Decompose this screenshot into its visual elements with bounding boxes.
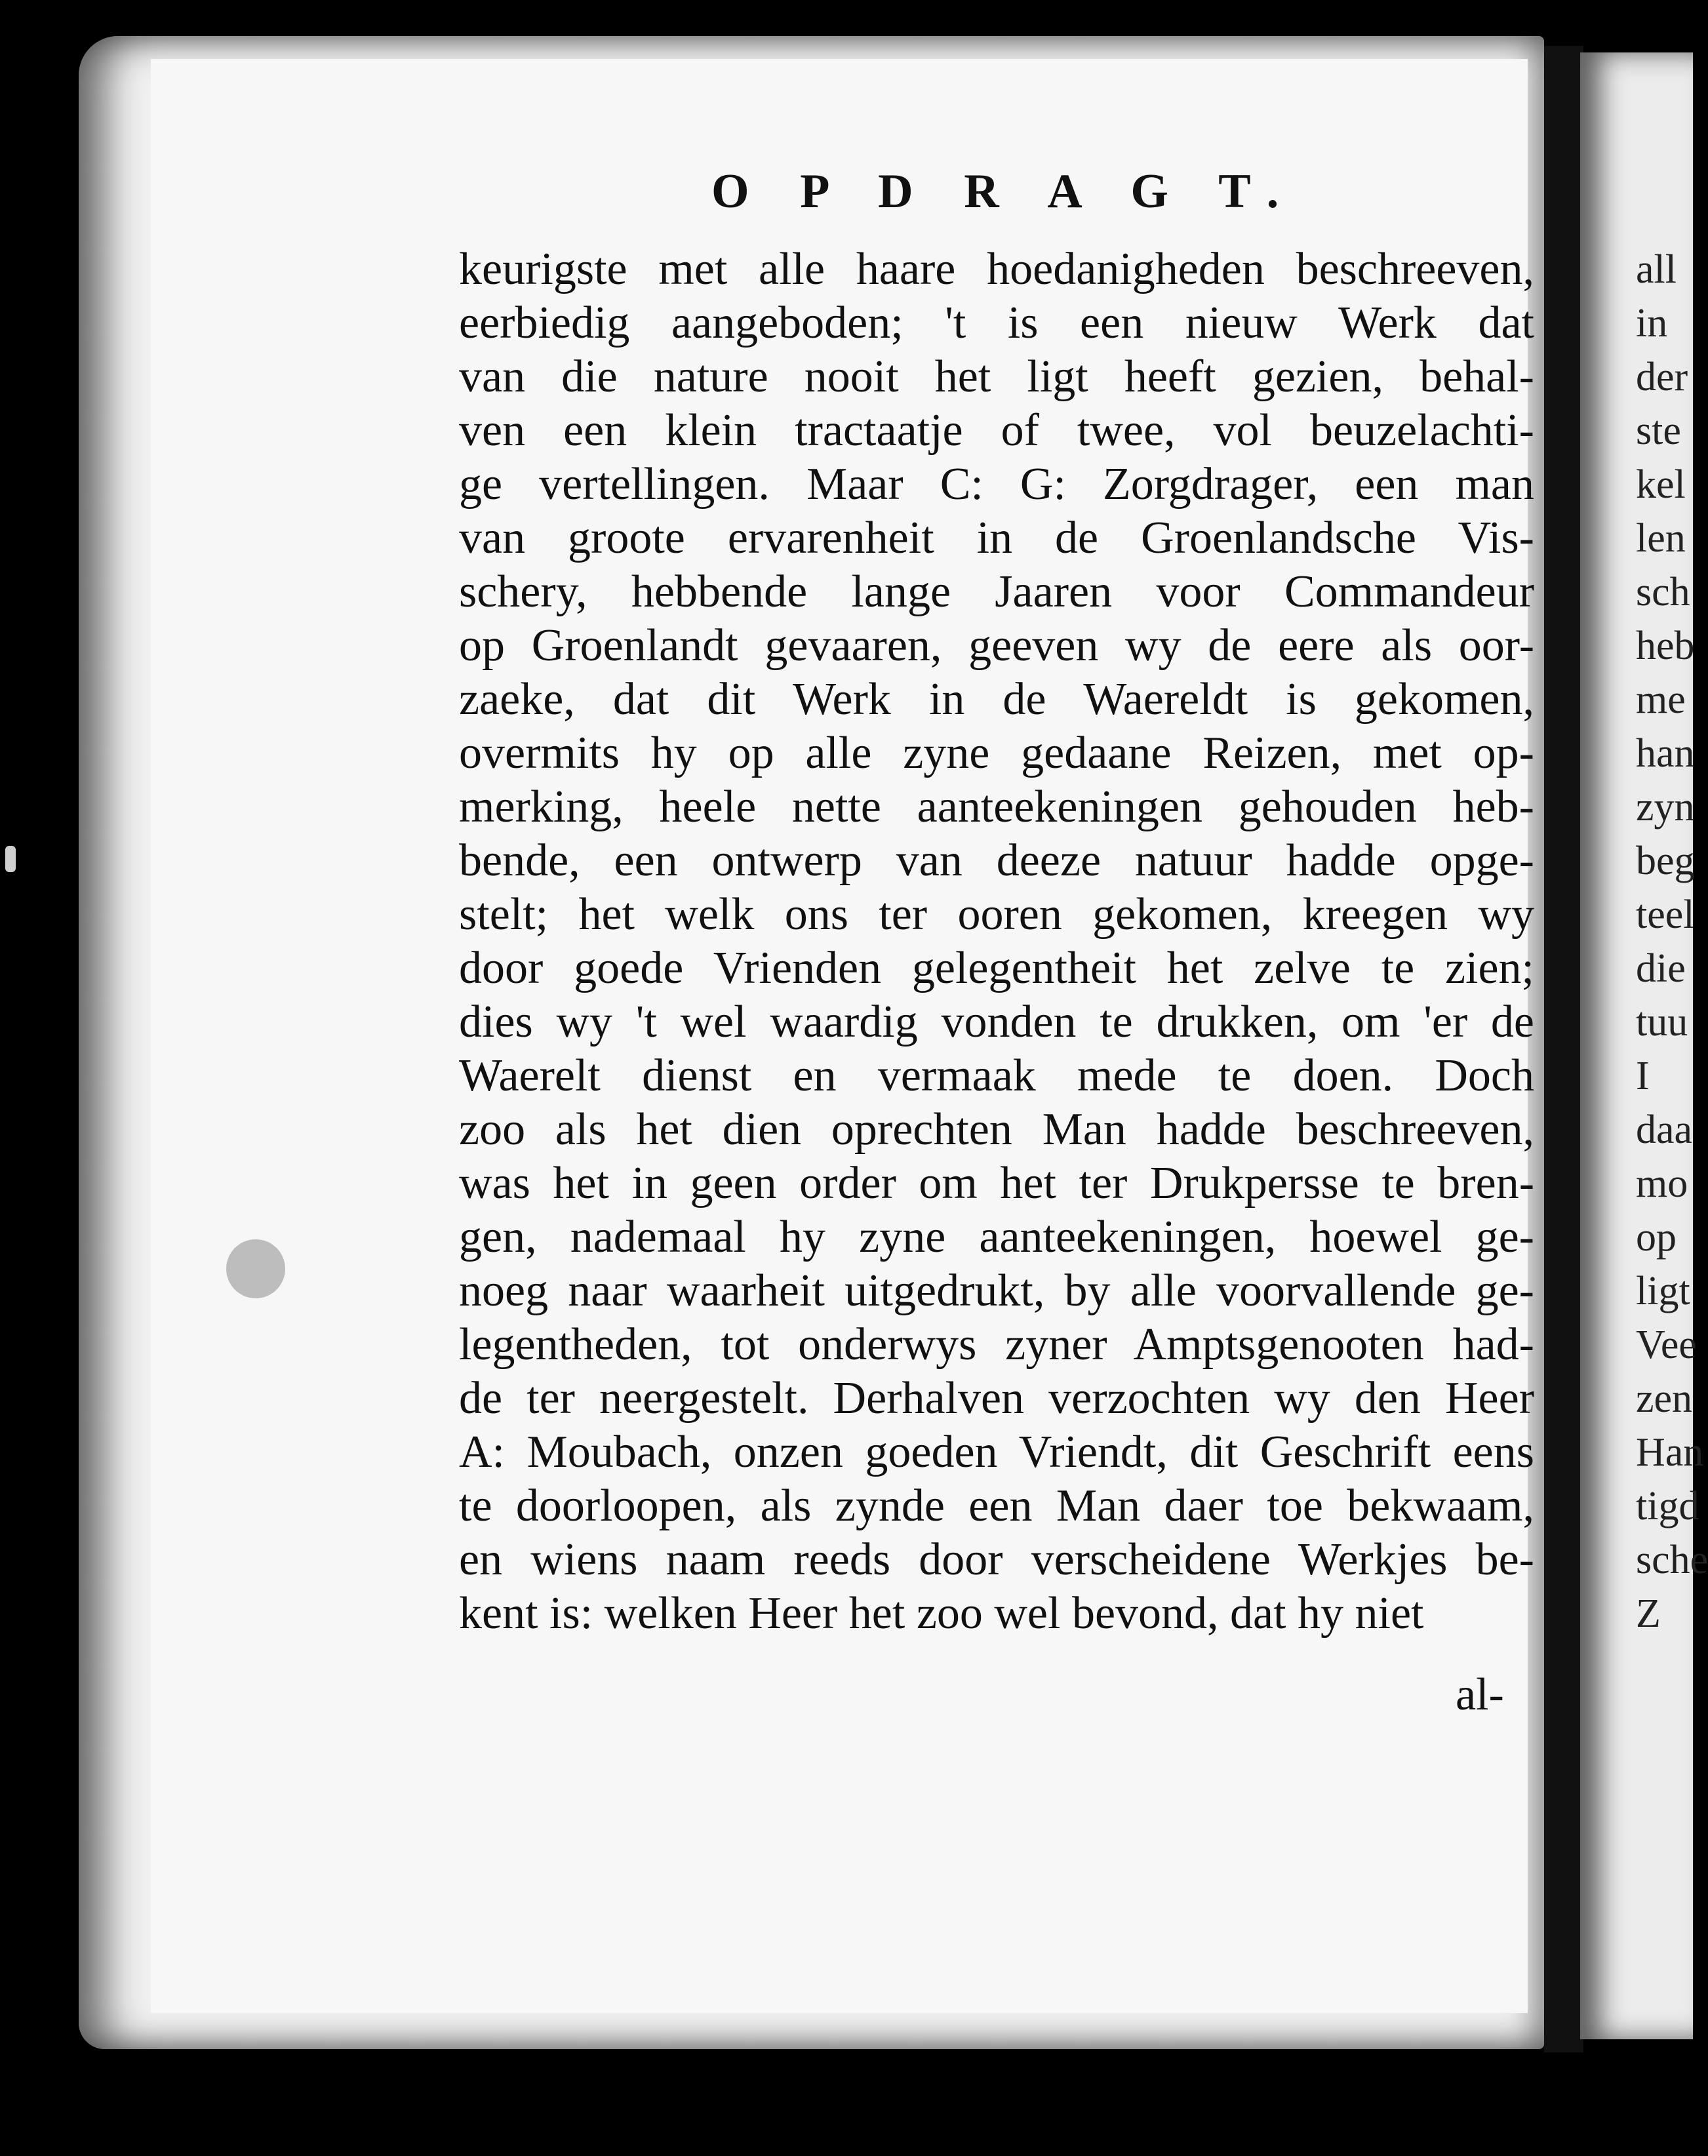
next-page-line: Han bbox=[1636, 1430, 1704, 1475]
text-line: A: Moubach, onzen goeden Vriendt, dit Geschrift eens bbox=[459, 1427, 1534, 1477]
text-line: zaeke, dat dit Werk in de Waereldt is gekomen, bbox=[459, 674, 1534, 725]
text-line: zoo als het dien oprechten Man hadde beschreeven, bbox=[459, 1104, 1534, 1155]
paper-stain bbox=[226, 1239, 285, 1298]
next-page-line: tigd bbox=[1636, 1484, 1699, 1528]
text-line: te doorloopen, als zynde een Man daer toe bekwaam, bbox=[459, 1481, 1534, 1531]
text-line: van die nature nooit het ligt heeft gezien, behal- bbox=[459, 351, 1534, 402]
next-page-line: kel bbox=[1636, 462, 1686, 507]
next-page-line: tuu bbox=[1636, 1000, 1688, 1045]
text-line: dies wy 't wel waardig vonden te drukken, om 'er de bbox=[459, 997, 1534, 1047]
text-line: was het in geen order om het ter Drukpersse te bren- bbox=[459, 1158, 1534, 1208]
text-line: overmits hy op alle zyne gedaane Reizen, met op- bbox=[459, 728, 1534, 778]
text-line: op Groenlandt gevaaren, geeven wy de eere als oor- bbox=[459, 620, 1534, 671]
next-page-line: len bbox=[1636, 516, 1686, 561]
text-line: eerbiedig aangeboden; 't is een nieuw Werk dat bbox=[459, 298, 1534, 348]
text-line: Waerelt dienst en vermaak mede te doen. Doch bbox=[459, 1050, 1534, 1101]
text-line: de ter neergestelt. Derhalven verzochten wy den Heer bbox=[459, 1373, 1534, 1424]
next-page-line: sche bbox=[1636, 1538, 1708, 1582]
text-line: legentheden, tot onderwys zyner Amptsgenooten had- bbox=[459, 1319, 1534, 1370]
next-page-line: me bbox=[1636, 677, 1686, 722]
body-text bbox=[459, 243, 1534, 1641]
text-line: noeg naar waarheit uitgedrukt, by alle voorvallende ge- bbox=[459, 1266, 1534, 1316]
next-page-line: beg bbox=[1636, 839, 1695, 883]
next-page-line: zyn bbox=[1636, 785, 1695, 829]
next-page-line: teel bbox=[1636, 892, 1695, 937]
catchword: al- bbox=[1456, 1669, 1504, 1720]
next-page-line: mo bbox=[1636, 1161, 1688, 1206]
next-page-line: Z bbox=[1636, 1591, 1661, 1636]
next-page-line: ste bbox=[1636, 409, 1681, 453]
next-page-line: der bbox=[1636, 355, 1688, 399]
next-page-line: Vee bbox=[1636, 1323, 1697, 1367]
text-line: en wiens naam reeds door verscheidene Werkjes be- bbox=[459, 1534, 1534, 1585]
next-page-line: heb bbox=[1636, 624, 1695, 668]
text-line: ge vertellingen. Maar C: G: Zorgdrager, een man bbox=[459, 459, 1534, 509]
text-line: gen, nademaal hy zyne aanteekeningen, hoewel ge- bbox=[459, 1212, 1534, 1262]
next-page-line: zen bbox=[1636, 1376, 1693, 1421]
next-page-line: op bbox=[1636, 1215, 1677, 1260]
text-line: door goede Vrienden gelegentheit het zelve te zien; bbox=[459, 943, 1534, 993]
text-line: van groote ervarenheit in de Groenlandsche Vis- bbox=[459, 513, 1534, 563]
edge-mark bbox=[5, 846, 16, 872]
next-page-line: sch bbox=[1636, 570, 1690, 614]
text-line: bende, een ontwerp van deeze natuur hadde opge- bbox=[459, 835, 1534, 886]
text-line: kent is: welken Heer het zoo wel bevond, dat hy niet bbox=[459, 1588, 1424, 1639]
text-line: stelt; het welk ons ter ooren gekomen, kreegen wy bbox=[459, 889, 1534, 940]
next-page-line: all bbox=[1636, 247, 1677, 292]
next-page-line: I bbox=[1636, 1054, 1650, 1098]
text-line: merking, heele nette aanteekeningen gehouden heb- bbox=[459, 782, 1534, 832]
text-line: ven een klein tractaatje of twee, vol beuzelachti- bbox=[459, 405, 1534, 456]
next-page-line: in bbox=[1636, 301, 1668, 346]
next-page-text bbox=[1636, 243, 1708, 1641]
next-page-line: die bbox=[1636, 946, 1686, 991]
next-page-line: ligt bbox=[1636, 1269, 1690, 1313]
text-line: schery, hebbende lange Jaaren voor Commandeur bbox=[459, 567, 1534, 617]
next-page-line: han bbox=[1636, 731, 1695, 776]
text-line: keurigste met alle haare hoedanigheden beschreeven, bbox=[459, 244, 1534, 294]
next-page-line: daa bbox=[1636, 1108, 1693, 1152]
running-header: O P D R A G T. bbox=[711, 165, 1298, 218]
book-spine bbox=[1544, 46, 1583, 2052]
